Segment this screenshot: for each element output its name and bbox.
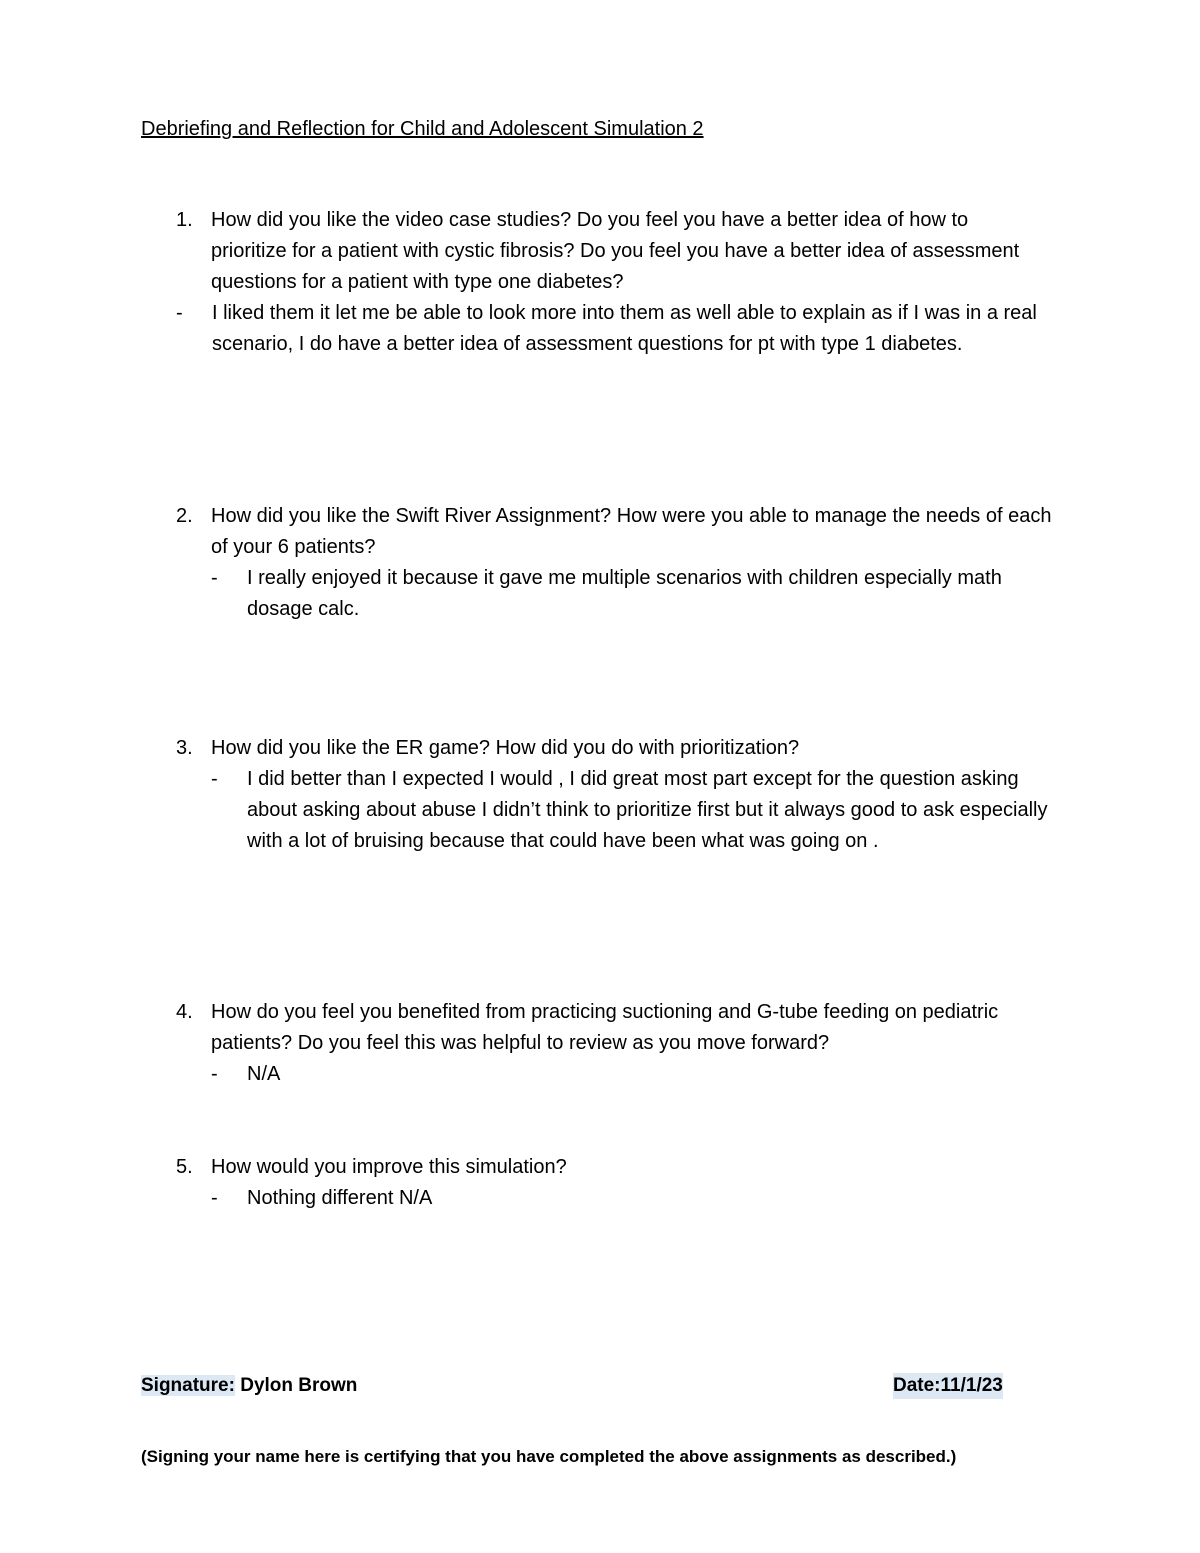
answer-dash: - bbox=[176, 302, 183, 324]
signature-label: Signature: bbox=[141, 1375, 235, 1396]
answer-text: I did better than I expected I would , I did great most part except for the question asking about asking about abuse I didn’t think to prioritize first but it always good to ask especially with a lot of bruising because that could have been what was going on . bbox=[247, 768, 1048, 852]
signature-line bbox=[141, 1373, 357, 1399]
question-text: How did you like the Swift River Assignment? How were you able to manage the needs of each of your 6 patients? bbox=[211, 505, 1052, 558]
question-number: 5. bbox=[176, 1156, 193, 1178]
answer-5 bbox=[211, 1183, 1056, 1214]
question-text: How did you like the video case studies? Do you feel you have a better idea of how to prioritize for a patient with cystic fibrosis? Do you feel you have a better idea of assessment questions for a patient with type one diabetes? bbox=[211, 209, 1020, 293]
question-number: 1. bbox=[176, 209, 193, 231]
date-label: Date: bbox=[893, 1375, 941, 1396]
answer-text: I liked them it let me be able to look more into them as well able to explain as if I was in a real scenario, I do have a better idea of assessment questions for pt with type 1 diabetes. bbox=[212, 302, 1037, 355]
answer-text: N/A bbox=[247, 1063, 281, 1085]
answer-4 bbox=[211, 1059, 1056, 1090]
certification-note: (Signing your name here is certifying that you have completed the above assignments as described.) bbox=[141, 1447, 957, 1466]
question-text: How do you feel you benefited from practicing suctioning and G-tube feeding on pediatric patients? Do you feel this was helpful to review as you move forward? bbox=[211, 1001, 999, 1054]
question-text: How would you improve this simulation? bbox=[211, 1156, 567, 1178]
signature-name: Dylon Brown bbox=[240, 1375, 358, 1396]
question-number: 3. bbox=[176, 737, 193, 759]
question-3 bbox=[176, 733, 1056, 857]
answer-dash: - bbox=[211, 567, 218, 589]
answer-3 bbox=[211, 764, 1056, 857]
answer-dash: - bbox=[211, 1187, 218, 1209]
answer-dash: - bbox=[211, 768, 218, 790]
question-1 bbox=[176, 205, 1056, 360]
answer-1 bbox=[176, 298, 1056, 360]
question-text: How did you like the ER game? How did you do with prioritization? bbox=[211, 737, 800, 759]
question-5 bbox=[176, 1152, 1056, 1214]
question-2 bbox=[176, 501, 1056, 625]
question-4 bbox=[176, 997, 1056, 1090]
document-title: Debriefing and Reflection for Child and Adolescent Simulation 2 bbox=[141, 118, 704, 140]
date-line bbox=[893, 1373, 1003, 1399]
answer-text: Nothing different N/A bbox=[247, 1187, 433, 1209]
question-number: 4. bbox=[176, 1001, 193, 1023]
answer-dash: - bbox=[211, 1063, 218, 1085]
answer-text: I really enjoyed it because it gave me multiple scenarios with children especially math dosage calc. bbox=[247, 567, 1002, 620]
answer-2 bbox=[211, 563, 1056, 625]
question-number: 2. bbox=[176, 505, 193, 527]
date-value: 11/1/23 bbox=[940, 1375, 1003, 1396]
